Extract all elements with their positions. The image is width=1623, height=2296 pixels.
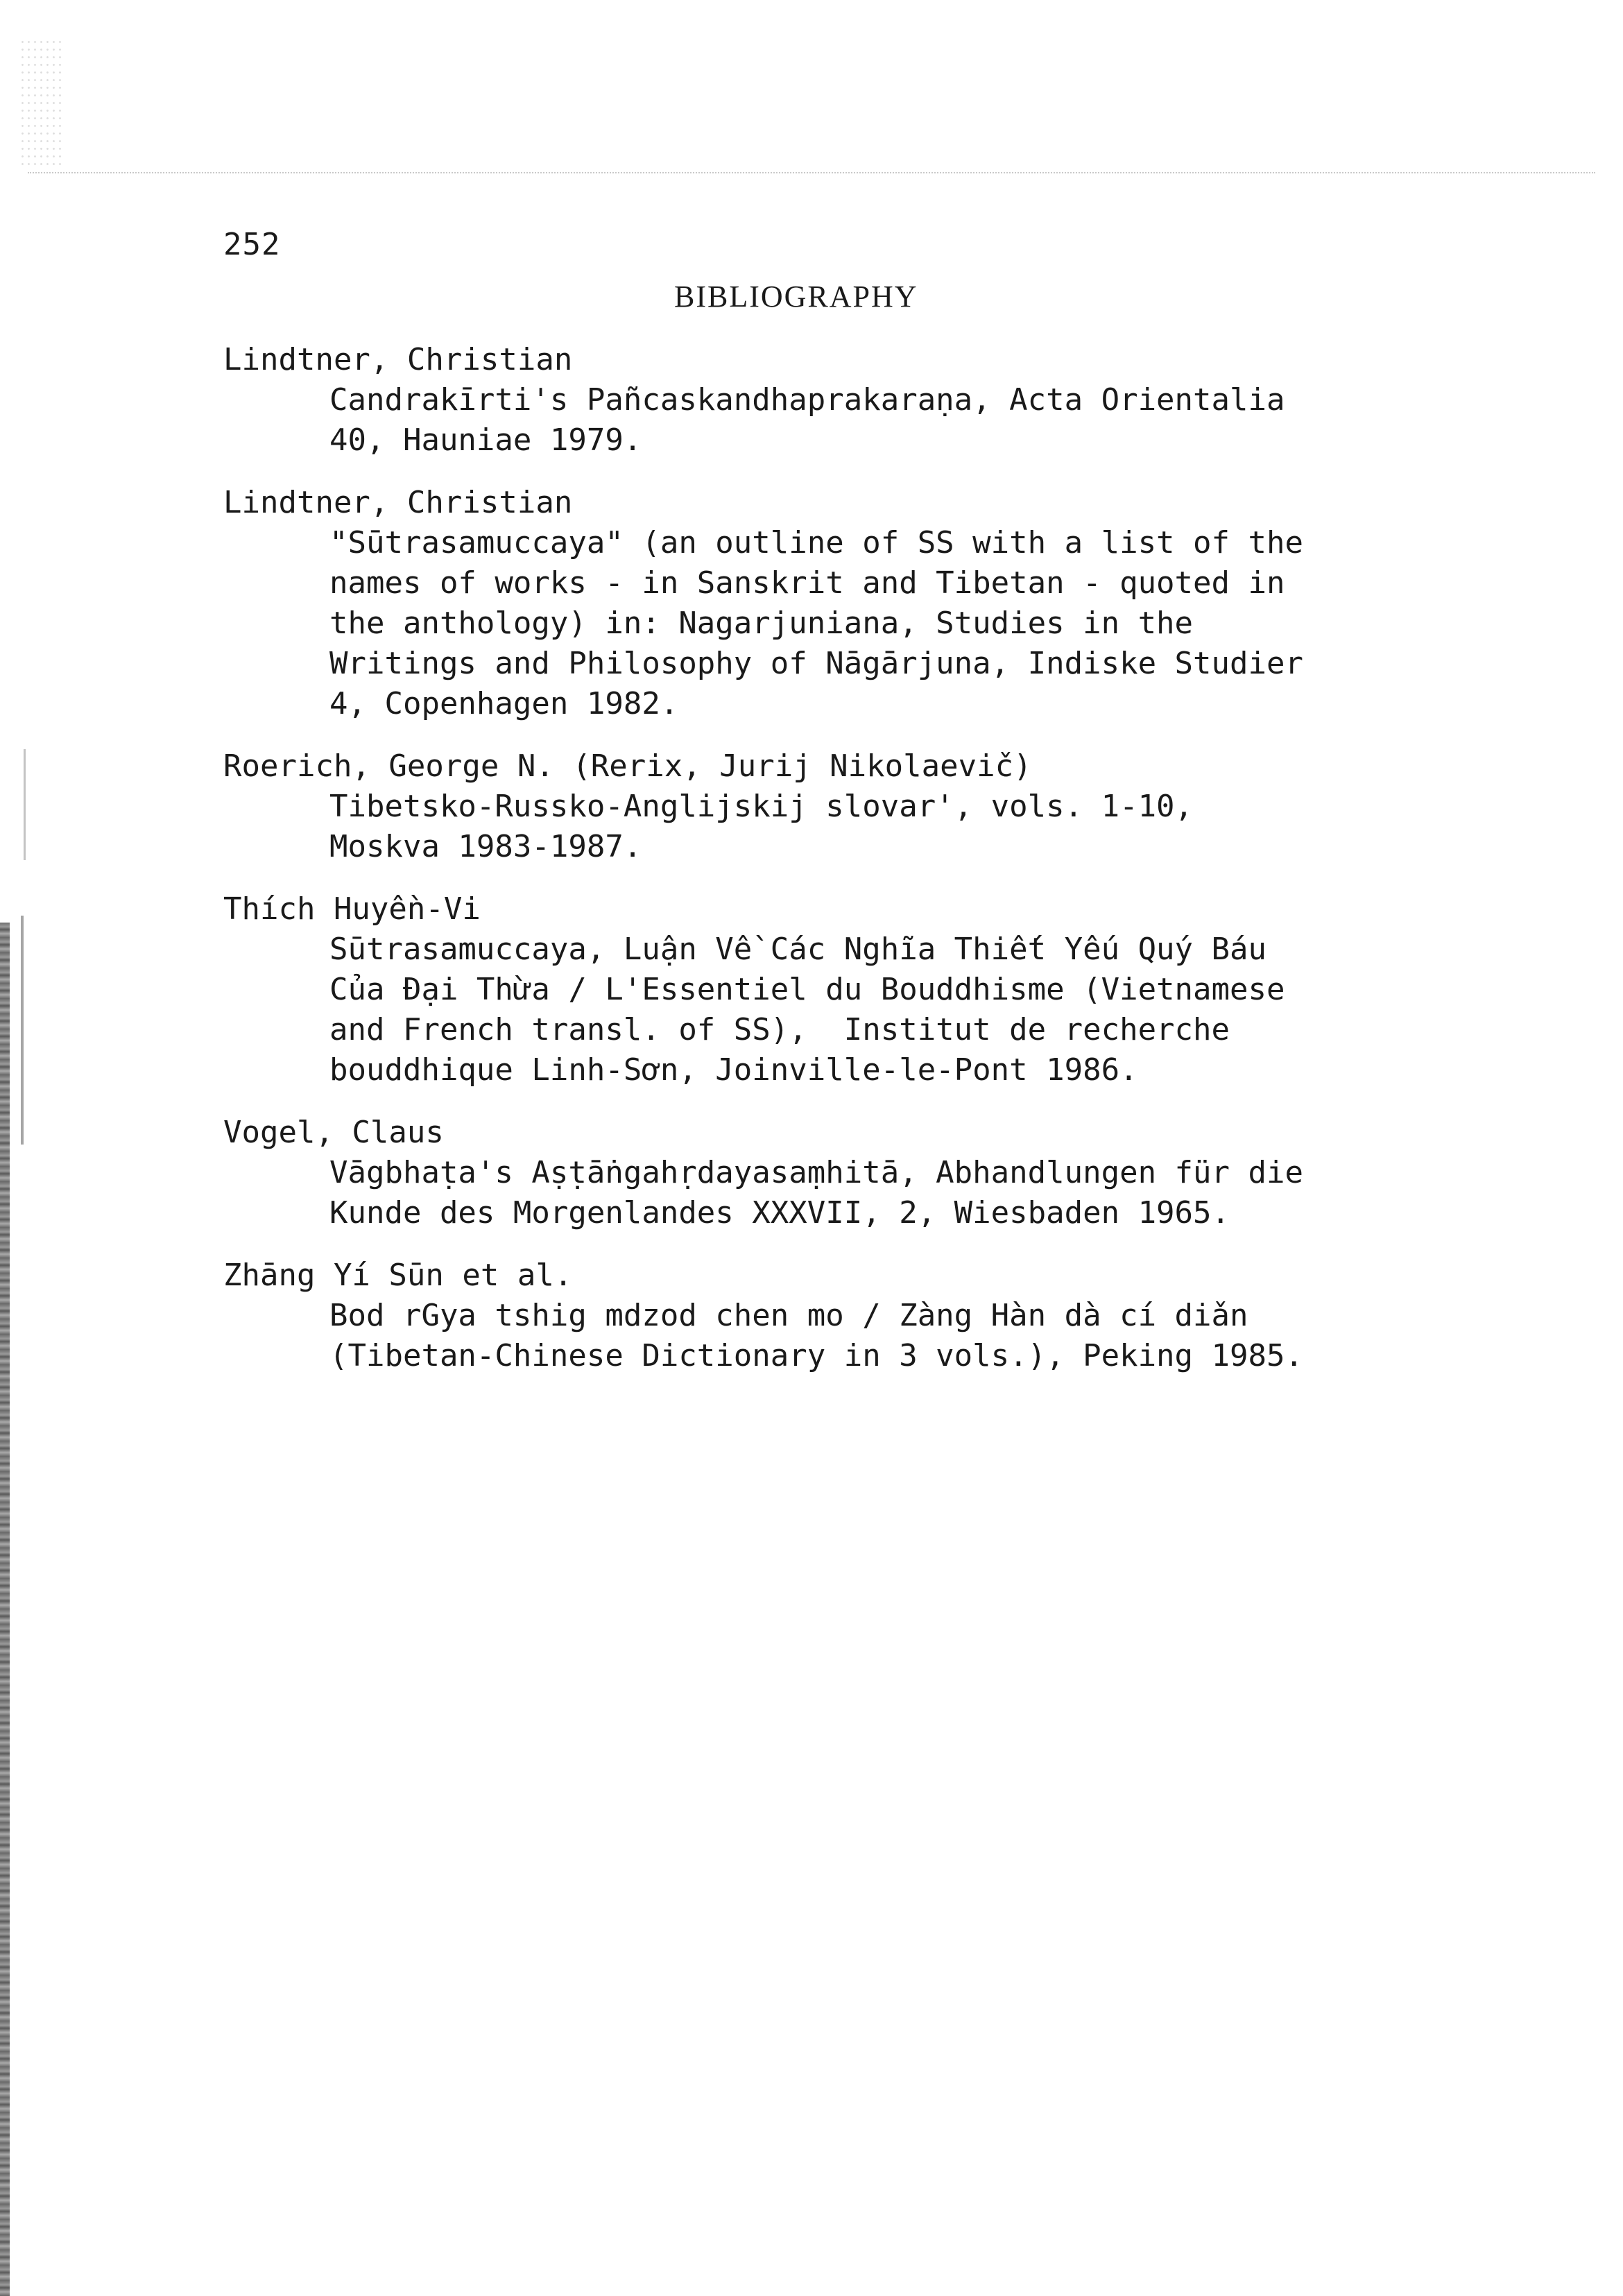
binding-edge-mark-upper <box>24 749 26 860</box>
binding-edge-mark <box>21 916 24 1145</box>
entry-author: Vogel, Claus <box>223 1115 444 1150</box>
entry-author: Roerich, George N. (Rerix, Jurij Nikolaevič) <box>223 748 1032 784</box>
bibliography-entry <box>223 1113 1541 1233</box>
bibliography-entry <box>223 340 1541 461</box>
entry-reference-line: Kunde des Morgenlandes XXXVII, 2, Wiesbaden 1965. <box>329 1195 1230 1231</box>
bibliography-entry <box>223 746 1541 867</box>
scan-edge-line <box>28 172 1595 173</box>
bibliography-list <box>223 340 1541 1398</box>
entry-author: Zhāng Yí Sūn et al. <box>223 1258 573 1293</box>
bibliography-entry <box>223 1256 1541 1376</box>
entry-reference-line: 40, Hauniae 1979. <box>329 422 642 458</box>
entry-reference-line: Candrakīrti's Pañcaskandhaprakaraṇa, Acta Orientalia <box>329 382 1285 418</box>
entry-author: Lindtner, Christian <box>223 485 573 520</box>
page-heading: BIBLIOGRAPHY <box>674 280 918 314</box>
entry-reference-line: Writings and Philosophy of Nāgārjuna, Indiske Studier <box>329 646 1303 681</box>
bibliography-entry <box>223 889 1541 1090</box>
entry-reference-line: bouddhique Linh-Sơn, Joinville-le-Pont 1986. <box>329 1052 1138 1088</box>
page-number: 252 <box>223 227 281 262</box>
entry-reference-line: names of works - in Sanskrit and Tibetan - quoted in <box>329 565 1285 601</box>
entry-reference-line: Tibetsko-Russko-Anglijskij slovar', vols. 1-10, <box>329 789 1194 824</box>
entry-reference-line: "Sūtrasamuccaya" (an outline of SS with a list of the <box>329 525 1303 560</box>
entry-reference-line: Bod rGya tshig mdzod chen mo / Zàng Hàn dà cí diǎn <box>329 1298 1248 1333</box>
scan-speckle <box>19 38 61 170</box>
bibliography-entry <box>223 483 1541 724</box>
entry-author: Lindtner, Christian <box>223 342 573 377</box>
entry-reference-line: Sūtrasamuccaya, Luận Về Các Nghĩa Thiết Yếu Quý Báu <box>329 932 1267 967</box>
entry-reference-line: (Tibetan-Chinese Dictionary in 3 vols.), Peking 1985. <box>329 1338 1303 1373</box>
binding-edge-shadow <box>0 923 10 2296</box>
entry-reference-line: and French transl. of SS), Institut de recherche <box>329 1012 1230 1047</box>
entry-reference-line: Của Đại Thừa / L'Essentiel du Bouddhisme (Vietnamese <box>329 972 1285 1007</box>
entry-author: Thích Huyền-Vi <box>223 891 481 927</box>
entry-reference-line: Moskva 1983-1987. <box>329 829 642 864</box>
entry-reference-line: 4, Copenhagen 1982. <box>329 686 679 721</box>
entry-reference-line: Vāgbhaṭa's Aṣṭāṅgahṛdayasaṃhitā, Abhandlungen für die <box>329 1155 1303 1190</box>
entry-reference-line: the anthology) in: Nagarjuniana, Studies in the <box>329 606 1194 641</box>
